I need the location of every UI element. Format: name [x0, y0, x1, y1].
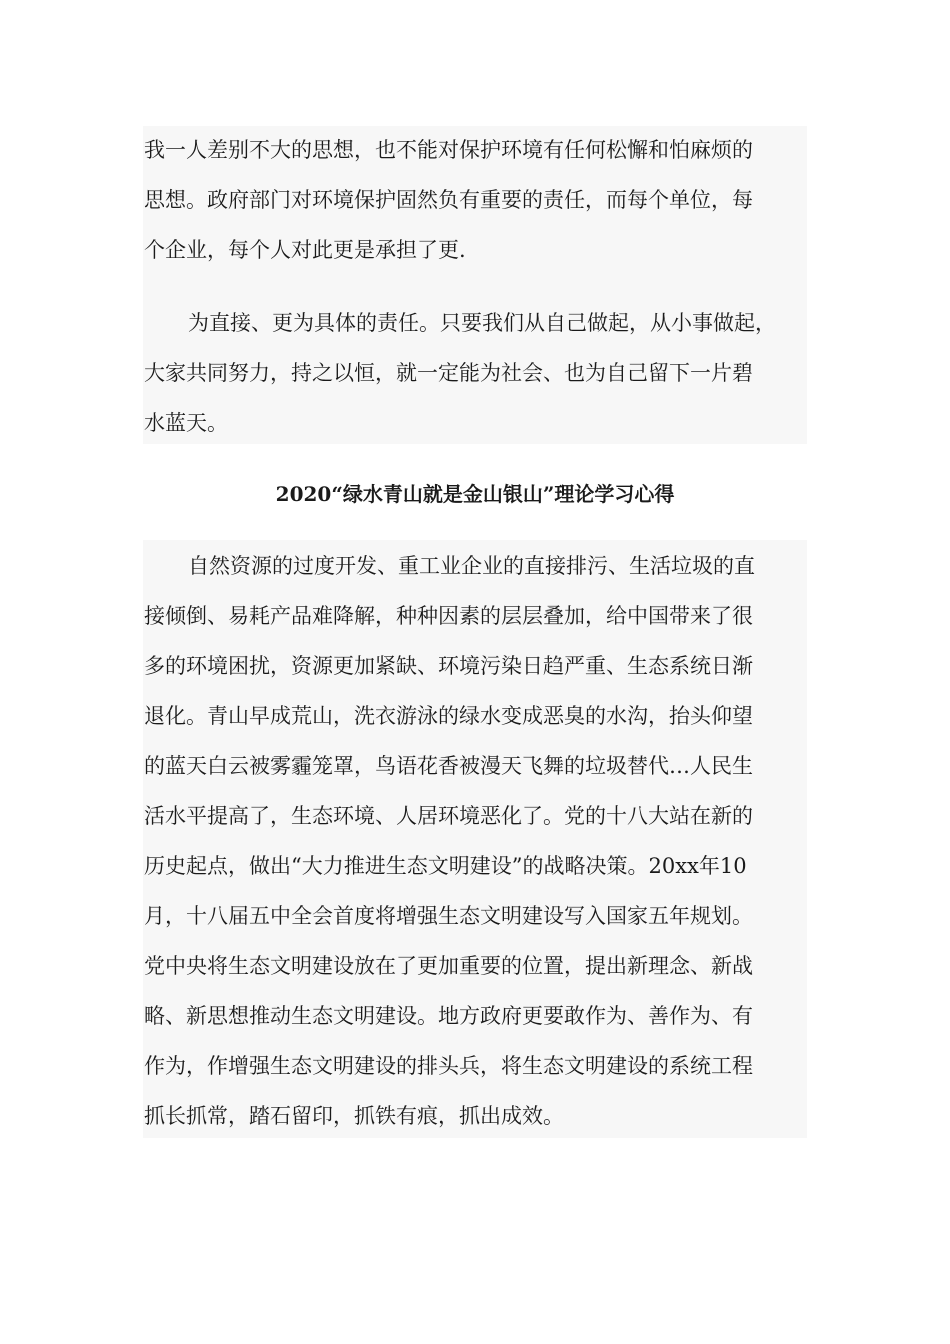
paragraph-3-line: 接倾倒、易耗产品难降解，种种因素的层层叠加，给中国带来了很 — [144, 604, 753, 628]
paragraph-shade-1 — [143, 126, 807, 444]
paragraph-1-line: 个企业，每个人对此更是承担了更. — [144, 238, 466, 262]
paragraph-2-line: 为直接、更为具体的责任。只要我们从自己做起，从小事做起， — [188, 311, 776, 335]
paragraph-3-line: 略、新思想推动生态文明建设。地方政府更要敢作为、善作为、有 — [144, 1004, 753, 1028]
paragraph-2-line: 水蓝天。 — [144, 411, 228, 435]
paragraph-3-line: 多的环境困扰，资源更加紧缺、环境污染日趋严重、生态系统日渐 — [144, 654, 753, 678]
section-title: 2020“绿水青山就是金山银山”理论学习心得 — [275, 482, 675, 506]
paragraph-1-line: 我一人差别不大的思想，也不能对保护环境有任何松懈和怕麻烦的 — [144, 138, 753, 162]
paragraph-3-line: 退化。青山早成荒山，洗衣游泳的绿水变成恶臭的水沟，抬头仰望 — [144, 704, 753, 728]
paragraph-3-line: 活水平提高了，生态环境、人居环境恶化了。党的十八大站在新的 — [144, 804, 753, 828]
paragraph-3-line: 自然资源的过度开发、重工业企业的直接排污、生活垃圾的直 — [188, 554, 755, 578]
paragraph-1-line: 思想。政府部门对环境保护固然负有重要的责任，而每个单位，每 — [144, 188, 753, 212]
paragraph-3-line: 月，十八届五中全会首度将增强生态文明建设写入国家五年规划。 — [144, 904, 753, 928]
paragraph-3-line: 的蓝天白云被雾霾笼罩，鸟语花香被漫天飞舞的垃圾替代…人民生 — [144, 754, 753, 778]
paragraph-3-line: 作为，作增强生态文明建设的排头兵，将生态文明建设的系统工程 — [144, 1054, 753, 1078]
paragraph-2-line: 大家共同努力，持之以恒，就一定能为社会、也为自己留下一片碧 — [144, 361, 753, 385]
paragraph-3-line: 抓长抓常，踏石留印，抓铁有痕，抓出成效。 — [144, 1104, 564, 1128]
paragraph-3-line: 历史起点，做出“大力推进生态文明建设”的战略决策。20xx年10 — [144, 854, 747, 878]
paragraph-3-line: 党中央将生态文明建设放在了更加重要的位置，提出新理念、新战 — [144, 954, 753, 978]
